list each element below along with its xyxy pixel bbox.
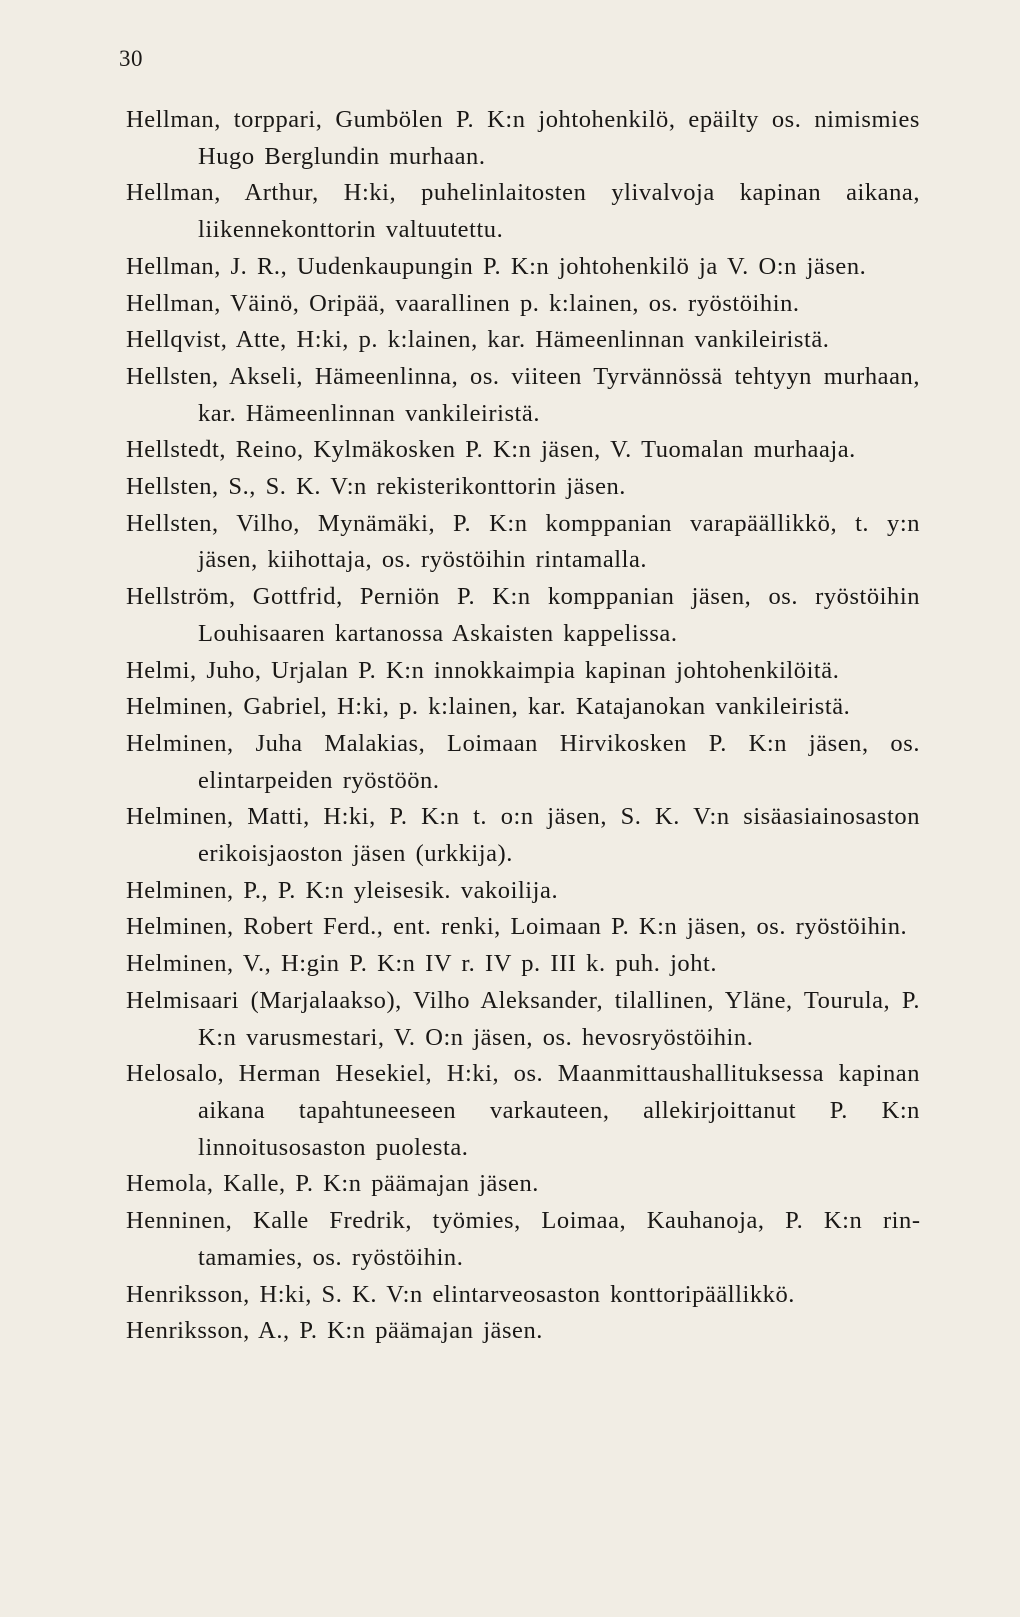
register-entry: Henriksson, H:ki, S. K. V:n elintarveosaston konttoripäällikkö. [126,1280,795,1308]
register-entry: Helminen, Robert Ferd., ent. renki, Loimaan P. K:n jäsen, os. ryöstöihin. [126,913,908,941]
register-entry: Helminen, P., P. K:n yleisesik. vakoilija. [126,876,559,904]
register-entry: Hellman, Väinö, Oripää, vaarallinen p. k:lainen, os. ryöstöihin. [126,289,800,317]
register-entry: Helminen, Juha Malakias, Loimaan Hirvikosken P. K:n jäsen, os. elintarpeiden ryöstöön. [126,729,920,794]
register-entry: Helminen, V., H:gin P. K:n IV r. IV p. III k. puh. joht. [126,950,718,978]
register-entry: Hellman, torppari, Gumbölen P. K:n johtohenkilö, epäilty os. nimismies Hugo Berglundin murhaan. [126,106,920,170]
register-entries [126,102,920,1350]
page-number: 30 [119,46,143,71]
register-entry: Hellstedt, Reino, Kylmäkosken P. K:n jäsen, V. Tuomalan murhaaja. [126,436,856,464]
register-entry: Hellsten, Akseli, Hämeenlinna, os. viiteen Tyrvännössä tehtyyn murhaan, kar. Hämeenlinnan vankileiristä. [126,362,920,427]
register-entry: Hellsten, S., S. K. V:n rekisterikonttorin jäsen. [126,473,626,501]
register-entry: Helminen, Gabriel, H:ki, p. k:lainen, kar. Katajanokan vankileiristä. [126,693,851,721]
register-entry: Helminen, Matti, H:ki, P. K:n t. o:n jäsen, S. K. V:n sisäasiainosaston erikoisjaoston jäsen (urkkija). [126,803,920,868]
register-entry: Hellström, Gottfrid, Perniön P. K:n komppanian jäsen, os. ryöstöihin Louhisaaren kartanossa Askaisten kappelissa. [126,583,920,647]
register-entry: Helmisaari (Marjalaakso), Vilho Aleksander, tilallinen, Yläne, Tourula, P. K:n varusmestari, V. O:n jäsen, os. hevosryöstöihin. [126,986,920,1051]
register-entry: Hellman, J. R., Uudenkaupungin P. K:n johtohenkilö ja V. O:n jäsen. [126,252,867,280]
register-entry: Henriksson, A., P. K:n päämajan jäsen. [126,1317,543,1345]
register-entry: Hemola, Kalle, P. K:n päämajan jäsen. [126,1170,539,1198]
register-entry: Hellsten, Vilho, Mynämäki, P. K:n komppanian varapäällikkö, t. y:n jäsen, kiihottaja, os. ryöstöihin rintamalla. [126,509,920,574]
register-entry: Henninen, Kalle Fredrik, työmies, Loimaa, Kauhanoja, P. K:n rintamamies, os. ryöstöihin. [126,1207,920,1271]
register-entry: Hellqvist, Atte, H:ki, p. k:lainen, kar. Hämeenlinnan vankileiristä. [126,326,830,354]
register-entry: Helmi, Juho, Urjalan P. K:n innokkaimpia kapinan johtohenkilöitä. [126,656,840,684]
register-entry: Helosalo, Herman Hesekiel, H:ki, os. Maanmittaushallituksessa kapinan aikana tapahtuneeseen varkauteen, allekirjoittanut P. K:n linnoitusosaston puolesta. [126,1060,920,1161]
register-entry: Hellman, Arthur, H:ki, puhelinlaitosten ylivalvoja kapinan aikana, liikennekonttorin valtuutettu. [126,179,920,244]
